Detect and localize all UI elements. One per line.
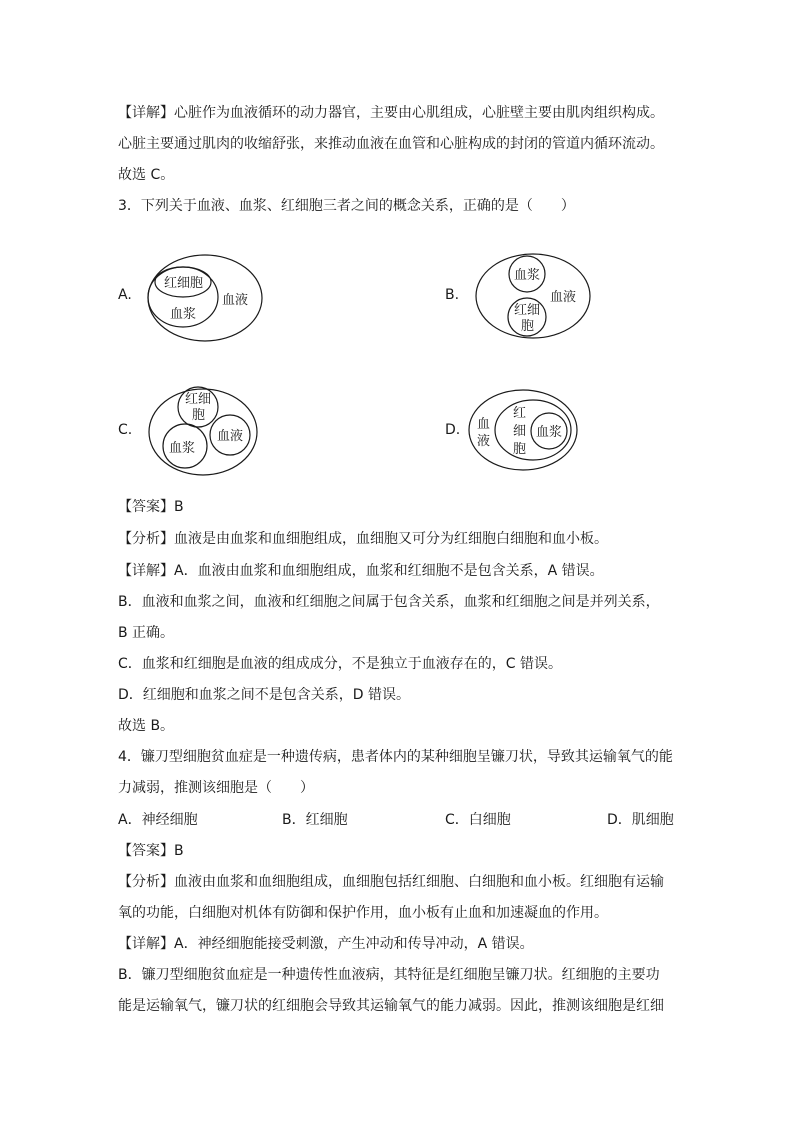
red-cell-label-2: 胞 bbox=[521, 319, 535, 334]
red-cell-label-2: 细 bbox=[513, 424, 527, 439]
option-a-letter: A. bbox=[118, 287, 132, 303]
question-3-analysis: 【分析】血液是由血浆和血细胞组成，血细胞又可分为红细胞白细胞和血小板。 bbox=[118, 531, 608, 547]
question-4-answer: 【答案】B bbox=[118, 843, 184, 859]
detail-line-1: 【详解】心脏作为血液循环的动力器官，主要由心肌组成，心脏壁主要由肌肉组织构成。 bbox=[118, 105, 664, 121]
blood-label: 血液 bbox=[550, 290, 577, 305]
question-4-option-d: D．肌细胞 bbox=[607, 812, 674, 828]
option-a-diagram bbox=[145, 252, 265, 344]
blood-label-2: 液 bbox=[477, 434, 491, 449]
red-cell-label-3: 胞 bbox=[513, 442, 527, 457]
red-cell-label-1: 红 bbox=[513, 406, 527, 421]
question-4-option-b: B．红细胞 bbox=[282, 812, 348, 828]
option-d-diagram bbox=[467, 388, 579, 472]
question-3-detail-2: B．血液和血浆之间，血液和红细胞之间属于包含关系，血浆和红细胞之间是并列关系， bbox=[118, 594, 660, 610]
question-4-detail-2: B．镰刀型细胞贫血症是一种遗传性血液病，其特征是红细胞呈镰刀状。红细胞的主要功 bbox=[118, 967, 660, 983]
option-b-diagram bbox=[473, 252, 593, 342]
detail-line-2: 心脏主要通过肌肉的收缩舒张，来推动血液在血管和心脏构成的封闭的管道内循环流动。 bbox=[118, 136, 664, 152]
question-3-detail-6: 故选 B。 bbox=[118, 718, 175, 734]
question-4-stem-2: 力减弱，推测该细胞是（ ） bbox=[118, 780, 314, 796]
option-d-letter: D. bbox=[445, 422, 461, 438]
question-4-detail-3: 能是运输氧气，镰刀状的红细胞会导致其运输氧气的能力减弱。因此，推测该细胞是红细 bbox=[118, 998, 664, 1014]
red-cell-label-2: 胞 bbox=[192, 408, 206, 423]
blood-label: 血液 bbox=[222, 293, 249, 308]
question-3-detail-5: D．红细胞和血浆之间不是包含关系，D 错误。 bbox=[118, 687, 411, 703]
question-4-stem-1: 4．镰刀型细胞贫血症是一种遗传病，患者体内的某种细胞呈镰刀状，导致其运输氧气的能 bbox=[118, 749, 673, 765]
option-c-diagram bbox=[147, 386, 259, 478]
choose-line: 故选 C。 bbox=[118, 167, 175, 183]
plasma-label: 血浆 bbox=[169, 441, 196, 456]
red-cell-label-1: 红细 bbox=[185, 392, 212, 407]
blood-label-1: 血 bbox=[477, 417, 491, 432]
question-3-detail-1: 【详解】A．血液由血浆和血细胞组成，血浆和红细胞不是包含关系，A 错误。 bbox=[118, 563, 604, 579]
plasma-label: 血浆 bbox=[536, 425, 563, 440]
question-3-detail-4: C．血浆和红细胞是血液的组成成分，不是独立于血液存在的，C 错误。 bbox=[118, 656, 562, 672]
option-c-letter: C. bbox=[118, 422, 133, 438]
question-3-answer: 【答案】B bbox=[118, 499, 184, 515]
option-b-letter: B. bbox=[445, 287, 460, 303]
question-4-option-c: C．白细胞 bbox=[445, 812, 511, 828]
plasma-label: 血浆 bbox=[170, 307, 197, 322]
question-4-option-a: A．神经细胞 bbox=[118, 812, 198, 828]
question-4-analysis-1: 【分析】血液由血浆和血细胞组成，血细胞包括红细胞、白细胞和血小板。红细胞有运输 bbox=[118, 874, 664, 890]
blood-label: 血液 bbox=[217, 429, 244, 444]
question-3-stem: 3．下列关于血液、血浆、红细胞三者之间的概念关系，正确的是（ ） bbox=[118, 198, 575, 214]
red-cell-label: 红细胞 bbox=[164, 276, 204, 291]
question-4-detail-1: 【详解】A．神经细胞能接受刺激，产生冲动和传导冲动，A 错误。 bbox=[118, 936, 534, 952]
red-cell-label-1: 红细 bbox=[514, 303, 541, 318]
question-3-detail-3: B 正确。 bbox=[118, 625, 175, 641]
question-4-analysis-2: 氧的功能，白细胞对机体有防御和保护作用，血小板有止血和加速凝血的作用。 bbox=[118, 905, 608, 921]
plasma-label: 血浆 bbox=[514, 268, 541, 283]
